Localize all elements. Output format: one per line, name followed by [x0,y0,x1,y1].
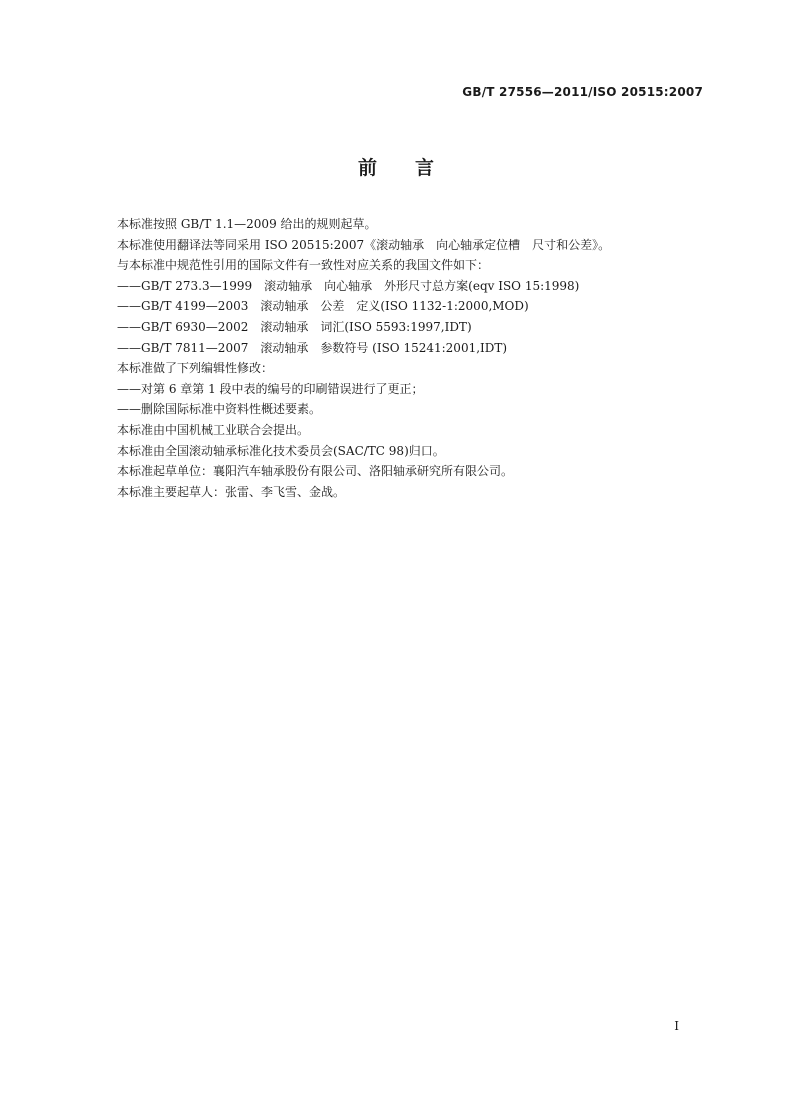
reference-list-item: ——GB/T 273.3—1999 滚动轴承 向心轴承 外形尺寸总方案(eqv ISO 15:1998) [117,278,580,293]
paragraph: 本标准做了下列编辑性修改： [117,361,274,376]
page-number: I [674,1019,679,1033]
page-title: 前言 [357,157,472,179]
standard-code-header: GB/T 27556—2011/ISO 20515:2007 [462,85,703,99]
paragraph: 与本标准中规范性引用的国际文件有一致性对应关系的我国文件如下： [117,258,490,273]
reference-list-item: ——GB/T 4199—2003 滚动轴承 公差 定义(ISO 1132-1:2000,MOD) [117,299,529,314]
modification-list-item: ——删除国际标准中资料性概述要素。 [117,402,322,417]
paragraph: 本标准由中国机械工业联合会提出。 [117,422,310,437]
paragraph: 本标准使用翻译法等同采用 ISO 20515:2007《滚动轴承 向心轴承定位槽 尺寸和公差》。 [117,237,611,252]
foreword-body [117,214,717,502]
paragraph: 本标准按照 GB/T 1.1—2009 给出的规则起草。 [117,217,377,231]
paragraph: 本标准起草单位：襄阳汽车轴承股份有限公司、洛阳轴承研究所有限公司。 [117,464,514,479]
paragraph: 本标准由全国滚动轴承标准化技术委员会(SAC/TC 98)归口。 [117,443,445,458]
modification-list-item: ——对第 6 章第 1 段中表的编号的印刷错误进行了更正； [117,381,424,396]
reference-list-item: ——GB/T 6930—2002 滚动轴承 词汇(ISO 5593:1997,IDT) [117,319,472,334]
paragraph: 本标准主要起草人：张雷、李飞雪、金战。 [117,484,346,499]
reference-list-item: ——GB/T 7811—2007 滚动轴承 参数符号 (ISO 15241:2001,IDT) [117,340,508,355]
